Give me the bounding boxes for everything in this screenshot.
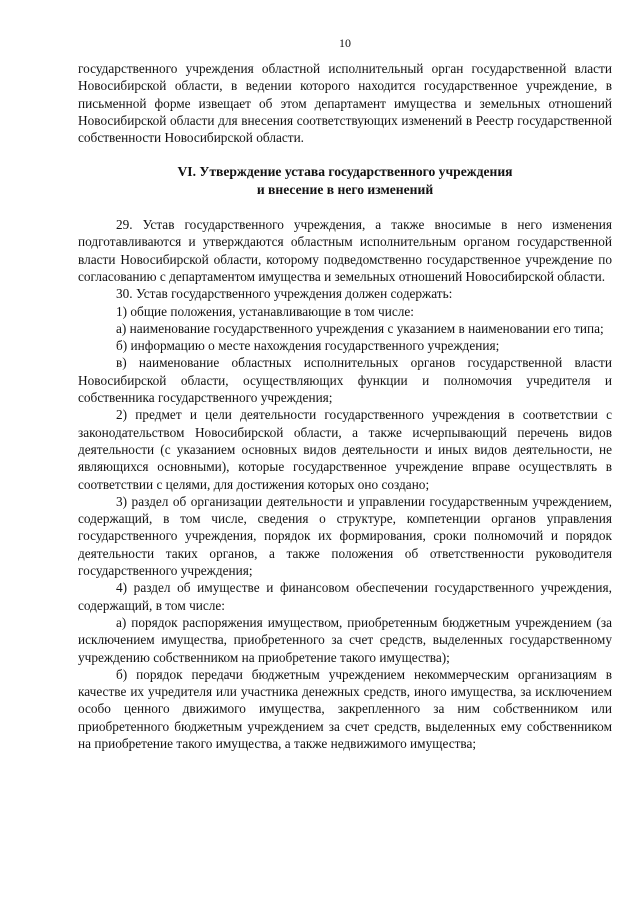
paragraph-29: 29. Устав государственного учреждения, а также вносимые в него изменения подготавливаются и утверждаются областным исполнительным органом государственной власти Новосибирской области, которому подведомственно государственное учреждение по согласованию с департаментом имущества и земельных отношений Новосибирской области. [78, 217, 612, 284]
section-heading-line-1: VI. Утверждение устава государственного учреждения [177, 164, 513, 180]
document-body [78, 60, 612, 752]
item-2: 2) предмет и цели деятельности государственного учреждения в соответствии с законодательством Новосибирской области, а также исчерпывающий перечень видов деятельности (с указанием основных видов деятельности и иных видов деятельности, не являющихся основными), которые государственное учреждение вправе осуществлять в соответствии с целями, для достижения которых оно создано; [78, 407, 612, 492]
item-4: 4) раздел об имуществе и финансовом обеспечении государственного учреждения, содержащий, в том числе: [78, 580, 612, 613]
item-1b: б) информацию о месте нахождения государственного учреждения; [116, 338, 500, 354]
item-3: 3) раздел об организации деятельности и управлении государственным учреждением, содержащий, в том числе, сведения о структуре, компетенции органов управления государственного учреждения, порядок их формирования, сроки полномочий и порядок деятельности таких органов, а также положения об ответственности руководителя государственного учреждения; [78, 493, 612, 579]
page-number: 10 [339, 36, 351, 50]
section-heading-line-2: и внесение в него изменений [256, 181, 434, 197]
item-1a: а) наименование государственного учреждения с указанием в наименовании его типа; [116, 320, 604, 336]
item-1v: в) наименование областных исполнительных органов государственной власти Новосибирской области, осуществляющих функции и полномочия учредителя и собственника государственного учреждения; [78, 355, 612, 406]
item-4a: а) порядок распоряжения имуществом, приобретенным бюджетным учреждением (за исключением имущества, приобретенного за счет средств, выделенных государственному учреждению собственником на приобретение такого имущества); [78, 614, 612, 665]
paragraph-30: 30. Устав государственного учреждения должен содержать: [116, 286, 453, 302]
item-4b: б) порядок передачи бюджетным учреждением некоммерческим организациям в качестве их учредителя или участника денежных средств, иного имущества, за исключением особо ценного движимого имущества, закрепленного за ним собственником или приобретенного бюджетным учреждением за счет средств, выделенных ему собственником на приобретение такого имущества, а также недвижимого имущества; [78, 666, 612, 751]
intro-paragraph: государственного учреждения областной исполнительный орган государственной власти Новосибирской области, в ведении которого находится государственное учреждение, в письменной форме извещает об этом департамент имущества и земельных отношений Новосибирской области для внесения соответствующих изменений в Реестр государственной собственности Новосибирской области. [78, 61, 612, 146]
section-heading [78, 163, 612, 198]
item-1: 1) общие положения, устанавливающие в том числе: [116, 303, 414, 319]
